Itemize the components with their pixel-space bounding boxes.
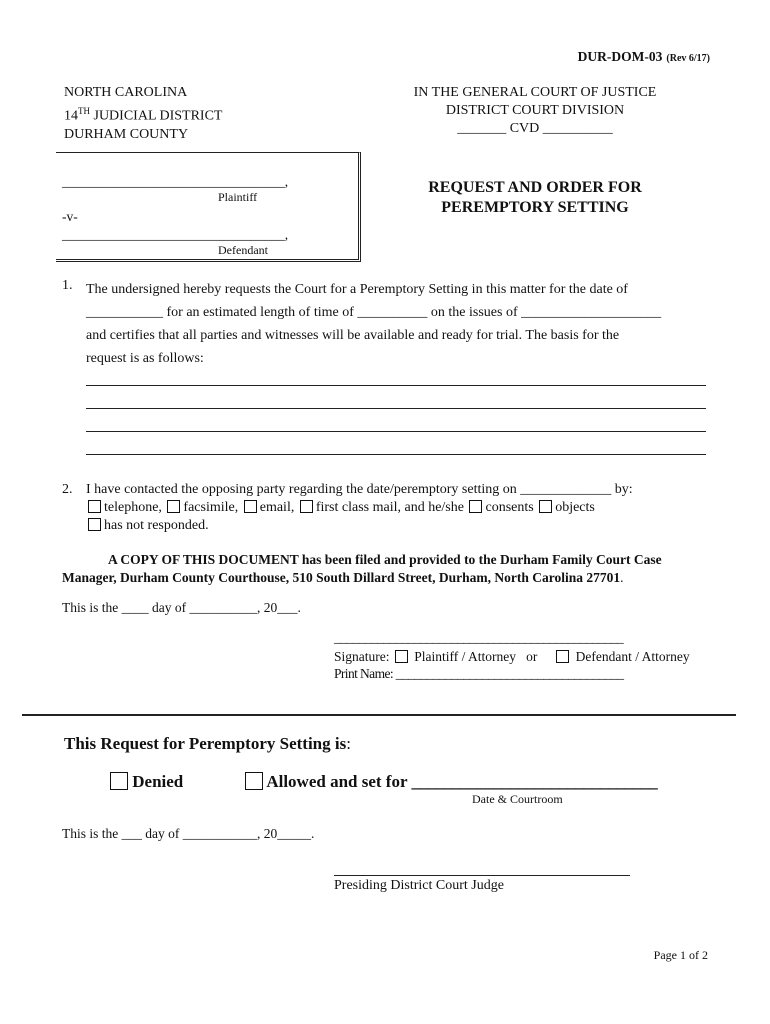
judge-label: Presiding District Court Judge <box>334 878 504 893</box>
facsimile-checkbox[interactable] <box>167 500 180 513</box>
signature-blank[interactable]: _______________________________________________ <box>334 630 624 645</box>
section1-line1: The undersigned hereby requests the Court for a Peremptory Setting in this matter for the date of <box>86 282 628 297</box>
section1-line2[interactable]: ___________ for an estimated length of time of __________ on the issues of ____________________ <box>86 305 662 320</box>
section2-options <box>86 499 595 535</box>
signature-label: Signature: <box>334 649 390 664</box>
file-number-field[interactable]: _______ CVD __________ <box>457 121 613 136</box>
title-line1: REQUEST AND ORDER FOR <box>428 179 642 196</box>
not-responded-label: has not responded. <box>104 518 209 533</box>
versus-label: -v- <box>62 209 78 224</box>
basis-line-4[interactable] <box>86 454 706 455</box>
caption-box <box>56 152 361 262</box>
telephone-checkbox[interactable] <box>88 500 101 513</box>
title-line2: PEREMPTORY SETTING <box>441 199 629 216</box>
document-title <box>380 178 690 218</box>
allowed-option <box>245 772 657 792</box>
mail-label: first class mail, and he/she <box>315 500 464 515</box>
allowed-label: Allowed and set for <box>266 772 408 791</box>
date-courtroom-label: Date & Courtroom <box>472 792 563 806</box>
email-checkbox[interactable] <box>244 500 257 513</box>
not-responded-checkbox[interactable] <box>88 518 101 531</box>
signature-row <box>334 649 690 665</box>
defendant-label: Defendant <box>218 243 268 257</box>
defendant-attorney-label: Defendant / Attorney <box>575 649 690 664</box>
denied-option <box>110 772 183 792</box>
court-line1: IN THE GENERAL COURT OF JUSTICE <box>413 85 657 100</box>
section1-line3: and certifies that all parties and witnesses will be available and ready for trial. The basis for the <box>86 328 620 343</box>
denied-label: Denied <box>132 772 184 791</box>
objects-checkbox[interactable] <box>539 500 552 513</box>
judge-signature-line[interactable] <box>334 875 630 876</box>
basis-line-3[interactable] <box>86 431 706 432</box>
plaintiff-field[interactable]: _________________________________, <box>62 174 289 189</box>
district-label: 14TH JUDICIAL DISTRICT <box>64 106 223 124</box>
denied-checkbox[interactable] <box>110 772 128 790</box>
objects-label: objects <box>555 500 595 515</box>
email-label: email, <box>259 500 295 515</box>
plaintiff-attorney-checkbox[interactable] <box>395 650 408 663</box>
form-code <box>540 48 710 66</box>
section-divider <box>22 714 736 716</box>
plaintiff-label: Plaintiff <box>218 190 258 204</box>
print-name-field[interactable]: Print Name: _____________________________________ <box>334 666 624 681</box>
facsimile-label: facsimile, <box>183 500 239 515</box>
section1-line4: request is as follows: <box>86 351 204 366</box>
court-block <box>380 84 690 138</box>
notice-line2: Manager, Durham County Courthouse, 510 South Dillard Street, Durham, North Carolina 27701. <box>62 570 624 585</box>
jurisdiction-block <box>64 84 222 144</box>
county-label: DURHAM COUNTY <box>64 126 189 142</box>
court-line2: DISTRICT COURT DIVISION <box>445 103 625 118</box>
page-number: Page 1 of 2 <box>653 948 708 962</box>
basis-line-2[interactable] <box>86 408 706 409</box>
order-date-line[interactable]: This is the ___ day of ___________, 20_____. <box>62 826 315 841</box>
telephone-label: telephone, <box>104 500 162 515</box>
form-code-text: DUR-DOM-03 <box>577 49 663 64</box>
form-rev: (Rev 6/17) <box>666 53 710 64</box>
defendant-field[interactable]: _________________________________, <box>62 227 289 242</box>
section1-text <box>86 278 661 370</box>
basis-line-1[interactable] <box>86 385 706 386</box>
mail-checkbox[interactable] <box>300 500 313 513</box>
section2-line1: I have contacted the opposing party regarding the date/peremptory setting on _____________ by: <box>86 482 633 497</box>
request-date-line[interactable]: This is the ____ day of __________, 20___. <box>62 600 301 615</box>
state-label: NORTH CAROLINA <box>64 85 188 100</box>
consents-label: consents <box>485 500 534 515</box>
defendant-attorney-checkbox[interactable] <box>556 650 569 663</box>
order-heading: This Request for Peremptory Setting is: <box>64 734 351 753</box>
allowed-date-field[interactable]: ______________________________ <box>411 772 658 791</box>
section2-number: 2. <box>62 482 73 497</box>
section1-number: 1. <box>62 278 73 293</box>
copy-notice <box>62 551 722 587</box>
notice-line1: A COPY OF THIS DOCUMENT has been filed and provided to the Durham Family Court Case <box>108 552 662 567</box>
or-label: or <box>526 649 538 664</box>
allowed-checkbox[interactable] <box>245 772 263 790</box>
plaintiff-attorney-label: Plaintiff / Attorney <box>414 649 516 664</box>
consents-checkbox[interactable] <box>469 500 482 513</box>
